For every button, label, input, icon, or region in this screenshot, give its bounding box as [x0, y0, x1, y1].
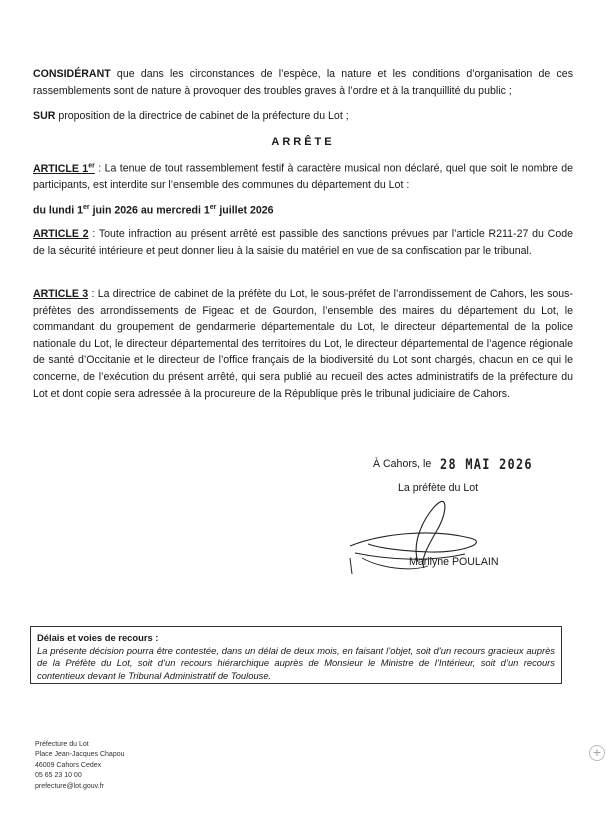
recours-title: Délais et voies de recours : [37, 632, 159, 643]
article-3-text: : La directrice de cabinet de la préfète du Lot, le sous-préfet de l’arrondissement de Cahors, les sous-préfètes des arrondissements de Figeac et de Gourdon, l’ensemble des maires du département du Lot, le commandant du groupement de gendarmerie départementale du Lot, le directeur départemental de la police nationale du Lot, le directeur départemental des territoires du Lot, le directeur départemental de l’agence régionale de santé d’Occitanie et le directeur de l’office français de la biodiversité du Lot sont chargés, chacun en ce qui le concerne, de l’exécution du présent arrêté, qui sera publié au recueil des actes administratifs de la préfecture du Lot et dont copie sera adressée à la procureure de la République près le tribunal judiciaire de Cahors. [33, 288, 573, 400]
footer-line-5: prefecture@lot.gouv.fr [35, 782, 104, 790]
footer-line-2: Place Jean-Jacques Chapou [35, 751, 125, 759]
footer-line-1: Préfecture du Lot [35, 741, 89, 748]
plus-circle-icon[interactable]: + [589, 745, 605, 761]
article-2-paragraph [33, 226, 573, 259]
article-2-label: ARTICLE 2 [33, 228, 89, 240]
footer-line-3: 46009 Cahors Cedex [35, 761, 102, 769]
article-1-label: ARTICLE 1er [33, 162, 95, 175]
recours-text: La présente décision pourra être contestée, dans un délai de deux mois, en faisant l’objet, soit d’un recours gracieux auprès de la Préfète du Lot, soit d’un recours hiérarchique auprès de Monsieur le Ministre de l’Intérieur, soit d’un recours contentieux devant le Tribunal Administratif de Toulouse. [37, 644, 555, 681]
sur-lead: SUR [33, 110, 56, 122]
considerant-lead: CONSIDÉRANT [33, 68, 111, 80]
recours-box [30, 626, 562, 684]
article-2-text: : Toute infraction au présent arrêté est passible des sanctions prévues par l’article R211-27 du Code de la sécurité intérieure et peut donner lieu à la saisie du matériel en vue de sa confiscation par le tribunal. [33, 228, 573, 257]
article-3-paragraph [33, 286, 573, 402]
arrete-heading: ARRÊTE [271, 136, 335, 148]
article-3-label: ARTICLE 3 [33, 288, 89, 300]
considerant-text: que dans les circonstances de l’espèce, la nature et les conditions d’organisation de ces rassemblements sont de nature à provoquer des troubles graves à l’ordre et à la tranquillité du public ; [33, 68, 573, 97]
sur-paragraph [33, 108, 573, 125]
signatory-name: Marilyne POULAIN [409, 556, 499, 568]
article-1-paragraph [33, 158, 573, 194]
considerant-paragraph [33, 66, 573, 99]
footer-address [35, 740, 125, 792]
sur-text: proposition de la directrice de cabinet de la préfecture du Lot ; [55, 110, 349, 122]
signature-date-stamp: 28 MAI 2026 [440, 457, 533, 473]
article-1-text: : La tenue de tout rassemblement festif à caractère musical non déclaré, quel que soit le nombre de participants, est interdite sur l’ensemble des communes du département du Lot : [33, 162, 573, 192]
signature-role: La préfète du Lot [398, 482, 479, 494]
footer-line-4: 05 65 23 10 00 [35, 772, 82, 780]
signature-place: À Cahors, le [373, 458, 432, 470]
dates-line: du lundi 1er juin 2026 au mercredi 1er juillet 2026 [33, 204, 274, 217]
